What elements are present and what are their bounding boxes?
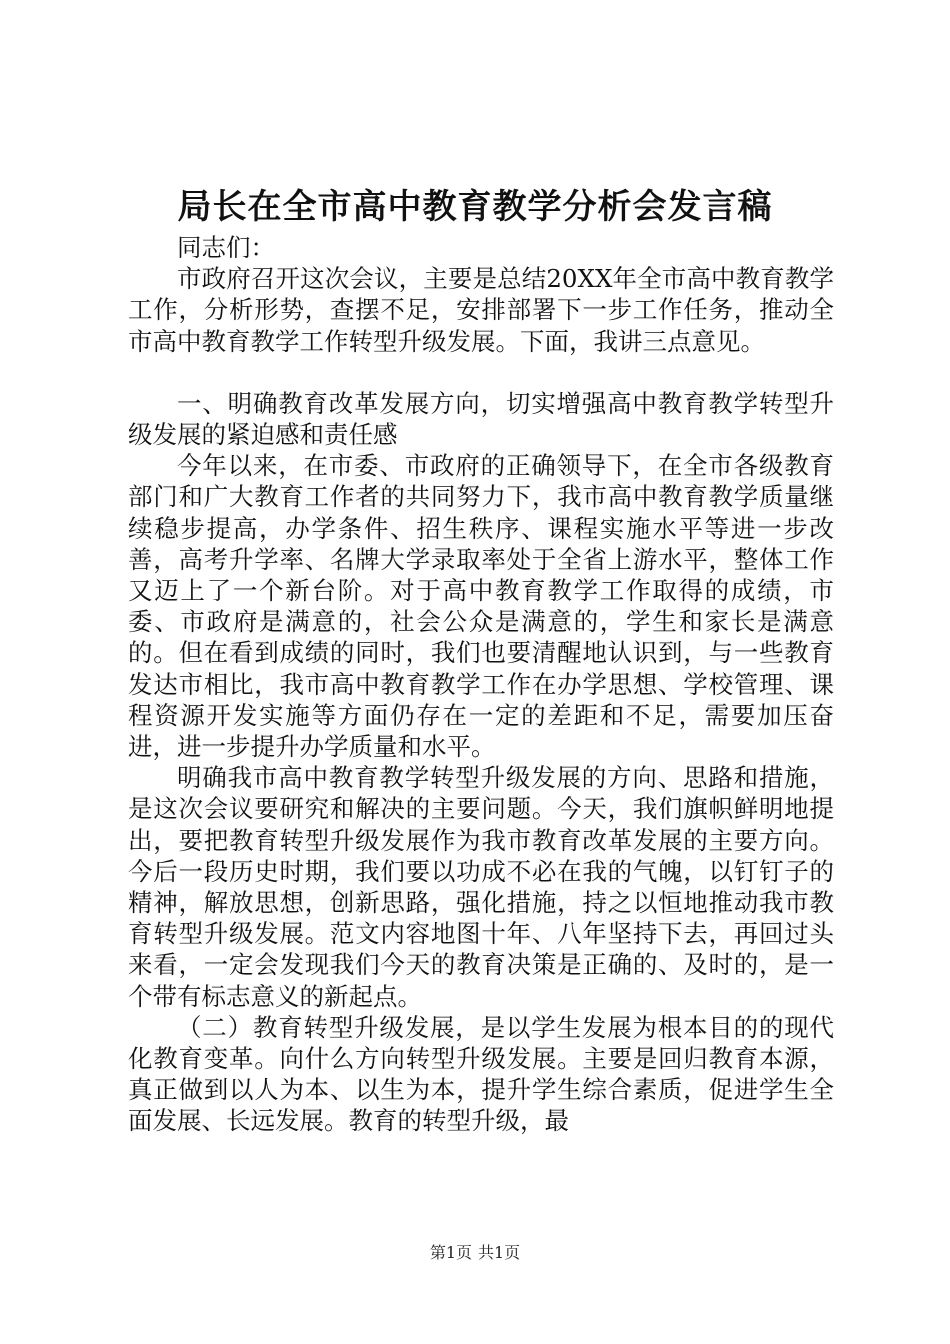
document-body [128, 232, 834, 1137]
section-heading-one: 一、明确教育改革发展方向，切实增强高中教育教学转型升级发展的紧迫感和责任感 [128, 388, 834, 450]
body-paragraph: （二）教育转型升级发展，是以学生发展为根本目的的现代化教育变革。向什么方向转型升级发展。主要是回归教育本源，真正做到以人为本、以生为本，提升学生综合素质，促进学生全面发展、长远发展。教育的转型升级，最 [128, 1012, 834, 1136]
document-title: 局长在全市高中教育教学分析会发言稿 [177, 187, 773, 227]
intro-paragraph: 市政府召开这次会议，主要是总结20XX年全市高中教育教学工作，分析形势，查摆不足，安排部署下一步工作任务，推动全市高中教育教学工作转型升级发展。下面，我讲三点意见。 [128, 264, 834, 356]
page-total: 共1页 [478, 1243, 521, 1262]
body-paragraph: 今年以来，在市委、市政府的正确领导下，在全市各级教育部门和广大教育工作者的共同努力下，我市高中教育教学质量继续稳步提高，办学条件、招生秩序、课程实施水平等进一步改善，高考升学率、名牌大学录取率处于全省上游水平，整体工作又迈上了一个新台阶。对于高中教育教学工作取得的成绩，市委、市政府是满意的，社会公众是满意的，学生和家长是满意的。但在看到成绩的同时，我们也要清醒地认识到，与一些教育发达市相比，我市高中教育教学工作在办学思想、学校管理、课程资源开发实施等方面仍存在一定的差距和不足，需要加压奋进，进一步提升办学质量和水平。 [128, 451, 834, 762]
greeting-paragraph: 同志们： [177, 233, 275, 262]
page-footer [0, 1242, 950, 1264]
page-number: 第1页 [429, 1243, 472, 1262]
body-paragraph: 明确我市高中教育教学转型升级发展的方向、思路和措施，是这次会议要研究和解决的主要问题。今天，我们旗帜鲜明地提出，要把教育转型升级发展作为我市教育改革发展的主要方向。今后一段历史时期，我们要以功成不必在我的气魄，以钉钉子的精神，解放思想，创新思路，强化措施，持之以恒地推动我市教育转型升级发展。范文内容地图十年、八年坚持下去，再回过头来看，一定会发现我们今天的教育决策是正确的、及时的，是一个带有标志意义的新起点。 [128, 763, 834, 1011]
